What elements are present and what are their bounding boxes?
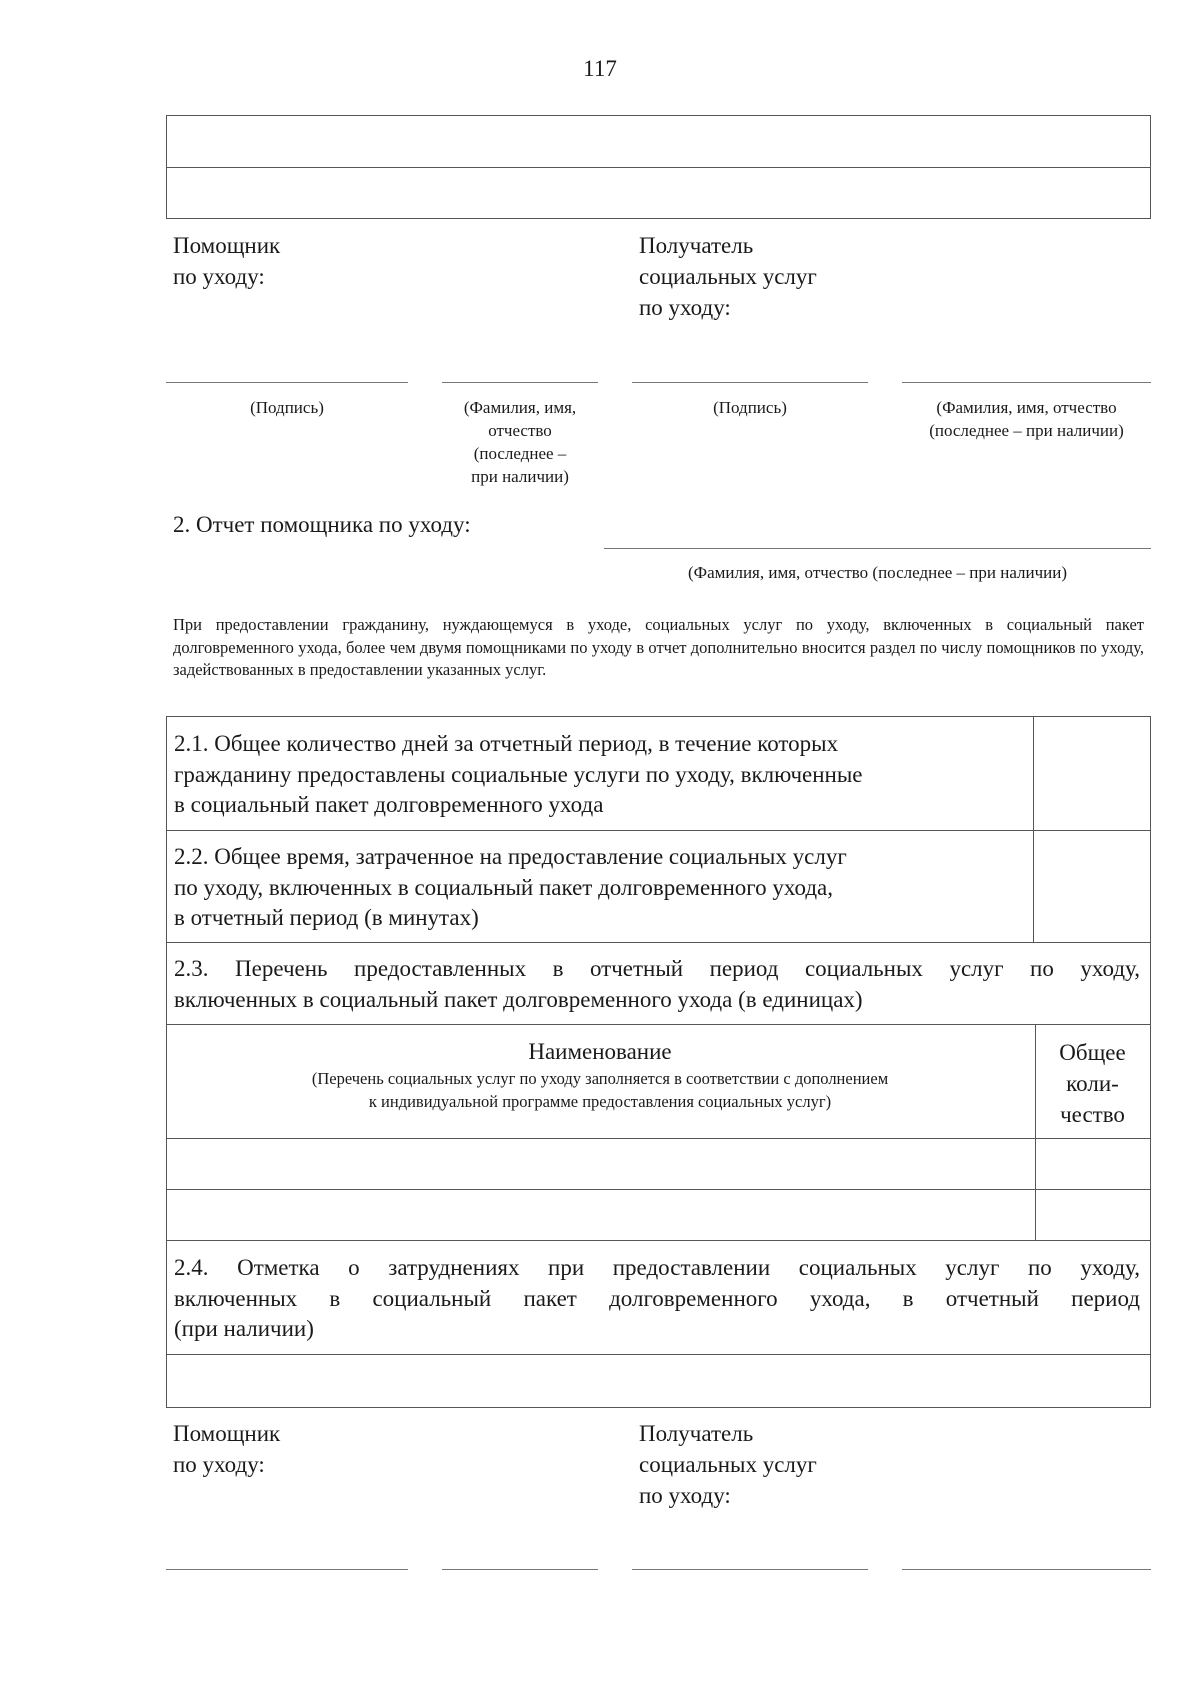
- fio-caption-wide: (Фамилия, имя, отчество (последнее – при наличии): [929, 398, 1124, 440]
- bottom-recipient-label: Получатель социальных услуг по уходу:: [639, 1421, 817, 1508]
- row-divider: [167, 1024, 1150, 1025]
- top-blank-table: [166, 115, 1151, 219]
- bottom-recipient-signature-line[interactable]: [632, 1569, 868, 1570]
- services-name-header: Наименование (Перечень социальных услуг по уходу заполняется в соответствии с дополнением к индивидуальной программе предоставления социальных услуг): [311, 1039, 889, 1111]
- row-2-4-text: 2.4. Отметка о затруднениях при предоставлении социальных услуг по уходу, включенных в социальный пакет долговременного ухода, в отчетный период (при наличии): [174, 1255, 1140, 1341]
- section-2-heading: 2. Отчет помощника по уходу:: [173, 512, 471, 537]
- bottom-assistant-signature-line[interactable]: [166, 1569, 408, 1570]
- table-divider: [167, 167, 1150, 168]
- col-divider: [1033, 717, 1034, 942]
- row-2-2-value-cell[interactable]: [1035, 831, 1150, 941]
- row-2-1-value-cell[interactable]: [1035, 717, 1150, 829]
- assistant-signature-line[interactable]: [166, 382, 408, 383]
- fio-caption-narrow: (Фамилия, имя, отчество (последнее – при наличии): [463, 398, 577, 486]
- recipient-signature-line[interactable]: [632, 382, 868, 383]
- recipient-fio-line[interactable]: [902, 382, 1151, 383]
- report-table: [166, 716, 1151, 1408]
- row-2-4-answer-cell[interactable]: [167, 1355, 1150, 1407]
- assistant-name-caption: (Фамилия, имя, отчество (последнее – при наличии): [687, 563, 1068, 582]
- services-qty-header: Общее коли- чество: [1059, 1040, 1126, 1127]
- assistant-label: Помощник по уходу:: [173, 233, 281, 289]
- row-divider: [167, 942, 1150, 943]
- row-divider: [167, 1240, 1150, 1241]
- assistant-fio-line[interactable]: [442, 382, 598, 383]
- row-2-1-text: 2.1. Общее количество дней за отчетный период, в течение которых гражданину предоставлены социальные услуги по уходу, включенные в социальный пакет долговременного ухода: [174, 731, 863, 817]
- signature-caption-2: (Подпись): [713, 398, 787, 417]
- service-name-cell[interactable]: [167, 1139, 1033, 1189]
- service-name-cell[interactable]: [167, 1190, 1033, 1240]
- row-2-3-text: 2.3. Перечень предоставленных в отчетный период социальных услуг по уходу, включенных в социальный пакет долговременного ухода (в единицах): [174, 956, 1140, 1012]
- signature-caption: (Подпись): [250, 398, 324, 417]
- row-2-2-text: 2.2. Общее время, затраченное на предоставление социальных услуг по уходу, включенных в социальный пакет долговременного ухода, в отчетный период (в минутах): [174, 844, 847, 930]
- bottom-assistant-label: Помощник по уходу:: [173, 1421, 281, 1477]
- page-number: 117: [583, 56, 617, 81]
- bottom-assistant-fio-line[interactable]: [442, 1569, 598, 1570]
- bottom-recipient-fio-line[interactable]: [902, 1569, 1151, 1570]
- row-divider: [167, 830, 1150, 831]
- service-qty-cell[interactable]: [1036, 1190, 1150, 1240]
- assistant-name-line[interactable]: [604, 548, 1151, 549]
- recipient-label: Получатель социальных услуг по уходу:: [639, 233, 817, 320]
- service-qty-cell[interactable]: [1036, 1139, 1150, 1189]
- section-2-note: При предоставлении гражданину, нуждающемуся в уходе, социальных услуг по уходу, включенных в социальный пакет долговременного ухода, более чем двумя помощниками по уходу в отчет дополнительно вносится раздел по числу помощников по уходу, задействованных в предоставлении указанных услуг.: [173, 615, 1144, 679]
